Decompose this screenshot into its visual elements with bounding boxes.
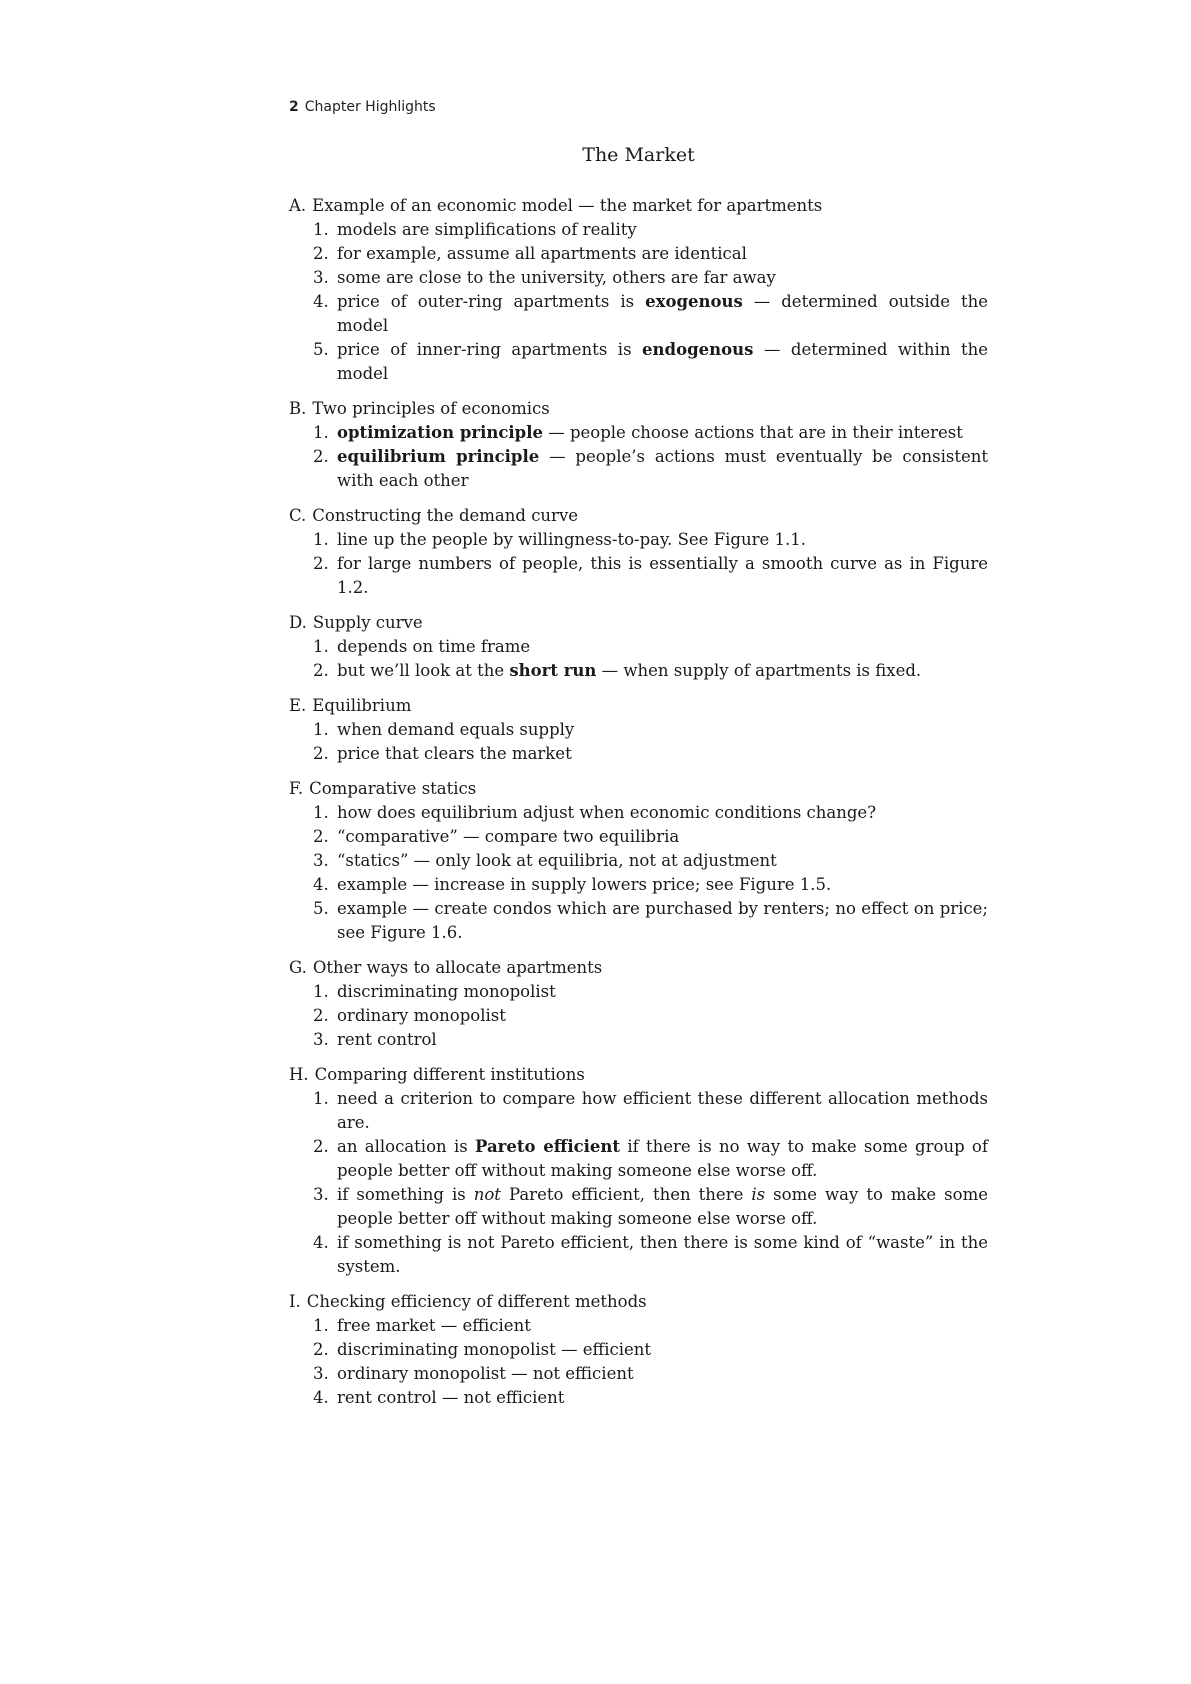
item-list xyxy=(289,718,988,766)
item-number: 1. xyxy=(313,220,329,239)
item-text: models are simplifications of reality xyxy=(337,220,637,239)
item-list xyxy=(289,528,988,600)
page-title: The Market xyxy=(582,144,695,166)
item-text: depends on time frame xyxy=(337,637,531,656)
section-heading-text: Equilibrium xyxy=(312,696,412,715)
item-list xyxy=(289,801,988,945)
item-text: some are close to the university, others are far away xyxy=(337,268,776,287)
item-text: need a criterion to compare how efficient these different allocation methods are. xyxy=(337,1089,988,1132)
item-number: 1. xyxy=(313,720,329,739)
outline-section xyxy=(289,397,988,493)
section-heading xyxy=(289,1063,988,1087)
item-number: 1. xyxy=(313,530,329,549)
item-text: free market — efficient xyxy=(337,1316,531,1335)
item-number: 2. xyxy=(313,1137,329,1156)
section-heading xyxy=(289,694,988,718)
item-text: how does equilibrium adjust when economic conditions change? xyxy=(337,803,877,822)
item-number: 2. xyxy=(313,661,329,680)
item-text: “comparative” — compare two equilibria xyxy=(337,827,680,846)
item-text: but we’ll look at the short run — when supply of apartments is fixed. xyxy=(337,661,922,680)
list-item xyxy=(289,290,988,338)
section-letter: B. xyxy=(289,399,307,418)
list-item xyxy=(289,1386,988,1410)
section-letter: C. xyxy=(289,506,307,525)
list-item xyxy=(289,1314,988,1338)
section-letter: I. xyxy=(289,1292,301,1311)
item-text: example — increase in supply lowers price; see Figure 1.5. xyxy=(337,875,832,894)
item-text: discriminating monopolist xyxy=(337,982,556,1001)
list-item xyxy=(289,980,988,1004)
outline-section xyxy=(289,956,988,1052)
item-list xyxy=(289,1087,988,1279)
outline-section xyxy=(289,611,988,683)
item-number: 4. xyxy=(313,1388,329,1407)
item-number: 4. xyxy=(313,292,329,311)
page-number: 2 xyxy=(289,99,299,115)
item-list xyxy=(289,635,988,683)
item-number: 3. xyxy=(313,1364,329,1383)
section-heading-text: Supply curve xyxy=(312,613,423,632)
section-heading xyxy=(289,504,988,528)
bold-term: optimization principle xyxy=(337,423,543,442)
item-number: 1. xyxy=(313,1089,329,1108)
item-number: 3. xyxy=(313,851,329,870)
list-item xyxy=(289,1028,988,1052)
section-heading-text: Comparative statics xyxy=(309,779,477,798)
list-item xyxy=(289,801,988,825)
item-number: 1. xyxy=(313,1316,329,1335)
list-item xyxy=(289,1231,988,1279)
item-number: 2. xyxy=(313,1006,329,1025)
section-heading-text: Constructing the demand curve xyxy=(312,506,579,525)
item-text: equilibrium principle — people’s actions must eventually be consistent with each other xyxy=(337,447,988,490)
bold-term: short run xyxy=(509,661,597,680)
italic-term: is xyxy=(751,1185,766,1204)
outline-section xyxy=(289,1290,988,1410)
list-item xyxy=(289,1362,988,1386)
outline-section xyxy=(289,1063,988,1279)
item-list xyxy=(289,1314,988,1410)
section-heading xyxy=(289,1290,988,1314)
item-number: 2. xyxy=(313,554,329,573)
item-text: when demand equals supply xyxy=(337,720,575,739)
item-number: 1. xyxy=(313,803,329,822)
section-heading xyxy=(289,194,988,218)
list-item xyxy=(289,266,988,290)
item-text: line up the people by willingness-to-pay. See Figure 1.1. xyxy=(337,530,806,549)
list-item xyxy=(289,1183,988,1231)
list-item xyxy=(289,742,988,766)
section-heading-text: Two principles of economics xyxy=(312,399,550,418)
item-text: price that clears the market xyxy=(337,744,572,763)
section-heading-text: Example of an economic model — the market for apartments xyxy=(312,196,823,215)
section-heading-text: Checking efficiency of different methods xyxy=(306,1292,647,1311)
list-item xyxy=(289,1087,988,1135)
item-text: optimization principle — people choose actions that are in their interest xyxy=(337,423,963,442)
item-text: if something is not Pareto efficient, then there is some way to make some people better off without making someone else worse off. xyxy=(337,1185,988,1228)
item-number: 3. xyxy=(313,1030,329,1049)
list-item xyxy=(289,421,988,445)
item-text: “statics” — only look at equilibria, not at adjustment xyxy=(337,851,777,870)
item-text: example — create condos which are purchased by renters; no effect on price; see Figure 1.6. xyxy=(337,899,988,942)
list-item xyxy=(289,635,988,659)
bold-term: endogenous xyxy=(642,340,754,359)
running-head xyxy=(289,99,436,115)
item-number: 5. xyxy=(313,899,329,918)
item-number: 3. xyxy=(313,1185,329,1204)
item-number: 4. xyxy=(313,1233,329,1252)
item-text: price of inner-ring apartments is endogenous — determined within the model xyxy=(337,340,988,383)
section-heading xyxy=(289,956,988,980)
item-text: rent control xyxy=(337,1030,437,1049)
list-item xyxy=(289,718,988,742)
list-item xyxy=(289,338,988,386)
item-number: 5. xyxy=(313,340,329,359)
italic-term: not xyxy=(473,1185,501,1204)
section-letter: H. xyxy=(289,1065,309,1084)
list-item xyxy=(289,242,988,266)
list-item xyxy=(289,873,988,897)
list-item xyxy=(289,1004,988,1028)
section-letter: D. xyxy=(289,613,307,632)
item-number: 2. xyxy=(313,827,329,846)
item-list xyxy=(289,218,988,386)
section-heading-text: Comparing different institutions xyxy=(314,1065,585,1084)
list-item xyxy=(289,897,988,945)
item-text: price of outer-ring apartments is exogenous — determined outside the model xyxy=(337,292,988,335)
section-heading xyxy=(289,777,988,801)
item-text: for large numbers of people, this is essentially a smooth curve as in Figure 1.2. xyxy=(337,554,988,597)
list-item xyxy=(289,528,988,552)
item-text: an allocation is Pareto efficient if there is no way to make some group of people better off without making someone else worse off. xyxy=(337,1137,988,1180)
outline xyxy=(289,194,988,1421)
section-letter: F. xyxy=(289,779,304,798)
item-number: 1. xyxy=(313,423,329,442)
outline-section xyxy=(289,194,988,386)
section-letter: G. xyxy=(289,958,307,977)
item-number: 2. xyxy=(313,1340,329,1359)
outline-section xyxy=(289,694,988,766)
item-number: 3. xyxy=(313,268,329,287)
item-number: 1. xyxy=(313,637,329,656)
item-text: rent control — not efficient xyxy=(337,1388,565,1407)
item-number: 2. xyxy=(313,744,329,763)
section-letter: E. xyxy=(289,696,307,715)
list-item xyxy=(289,825,988,849)
item-text: ordinary monopolist — not efficient xyxy=(337,1364,634,1383)
item-list xyxy=(289,980,988,1052)
list-item xyxy=(289,1135,988,1183)
list-item xyxy=(289,552,988,600)
section-heading xyxy=(289,611,988,635)
bold-term: Pareto efficient xyxy=(475,1137,621,1156)
section-heading xyxy=(289,397,988,421)
item-number: 2. xyxy=(313,244,329,263)
list-item xyxy=(289,1338,988,1362)
list-item xyxy=(289,849,988,873)
outline-section xyxy=(289,504,988,600)
item-text: for example, assume all apartments are identical xyxy=(337,244,747,263)
list-item xyxy=(289,659,988,683)
outline-section xyxy=(289,777,988,945)
bold-term: exogenous xyxy=(645,292,743,311)
item-number: 2. xyxy=(313,447,329,466)
item-number: 1. xyxy=(313,982,329,1001)
running-head-text: Chapter Highlights xyxy=(304,99,436,115)
item-list xyxy=(289,421,988,493)
list-item xyxy=(289,445,988,493)
item-text: discriminating monopolist — efficient xyxy=(337,1340,652,1359)
section-letter: A. xyxy=(289,196,307,215)
bold-term: equilibrium principle xyxy=(337,447,540,466)
item-text: if something is not Pareto efficient, then there is some kind of “waste” in the system. xyxy=(337,1233,988,1276)
item-number: 4. xyxy=(313,875,329,894)
list-item xyxy=(289,218,988,242)
item-text: ordinary monopolist xyxy=(337,1006,506,1025)
section-heading-text: Other ways to allocate apartments xyxy=(312,958,603,977)
